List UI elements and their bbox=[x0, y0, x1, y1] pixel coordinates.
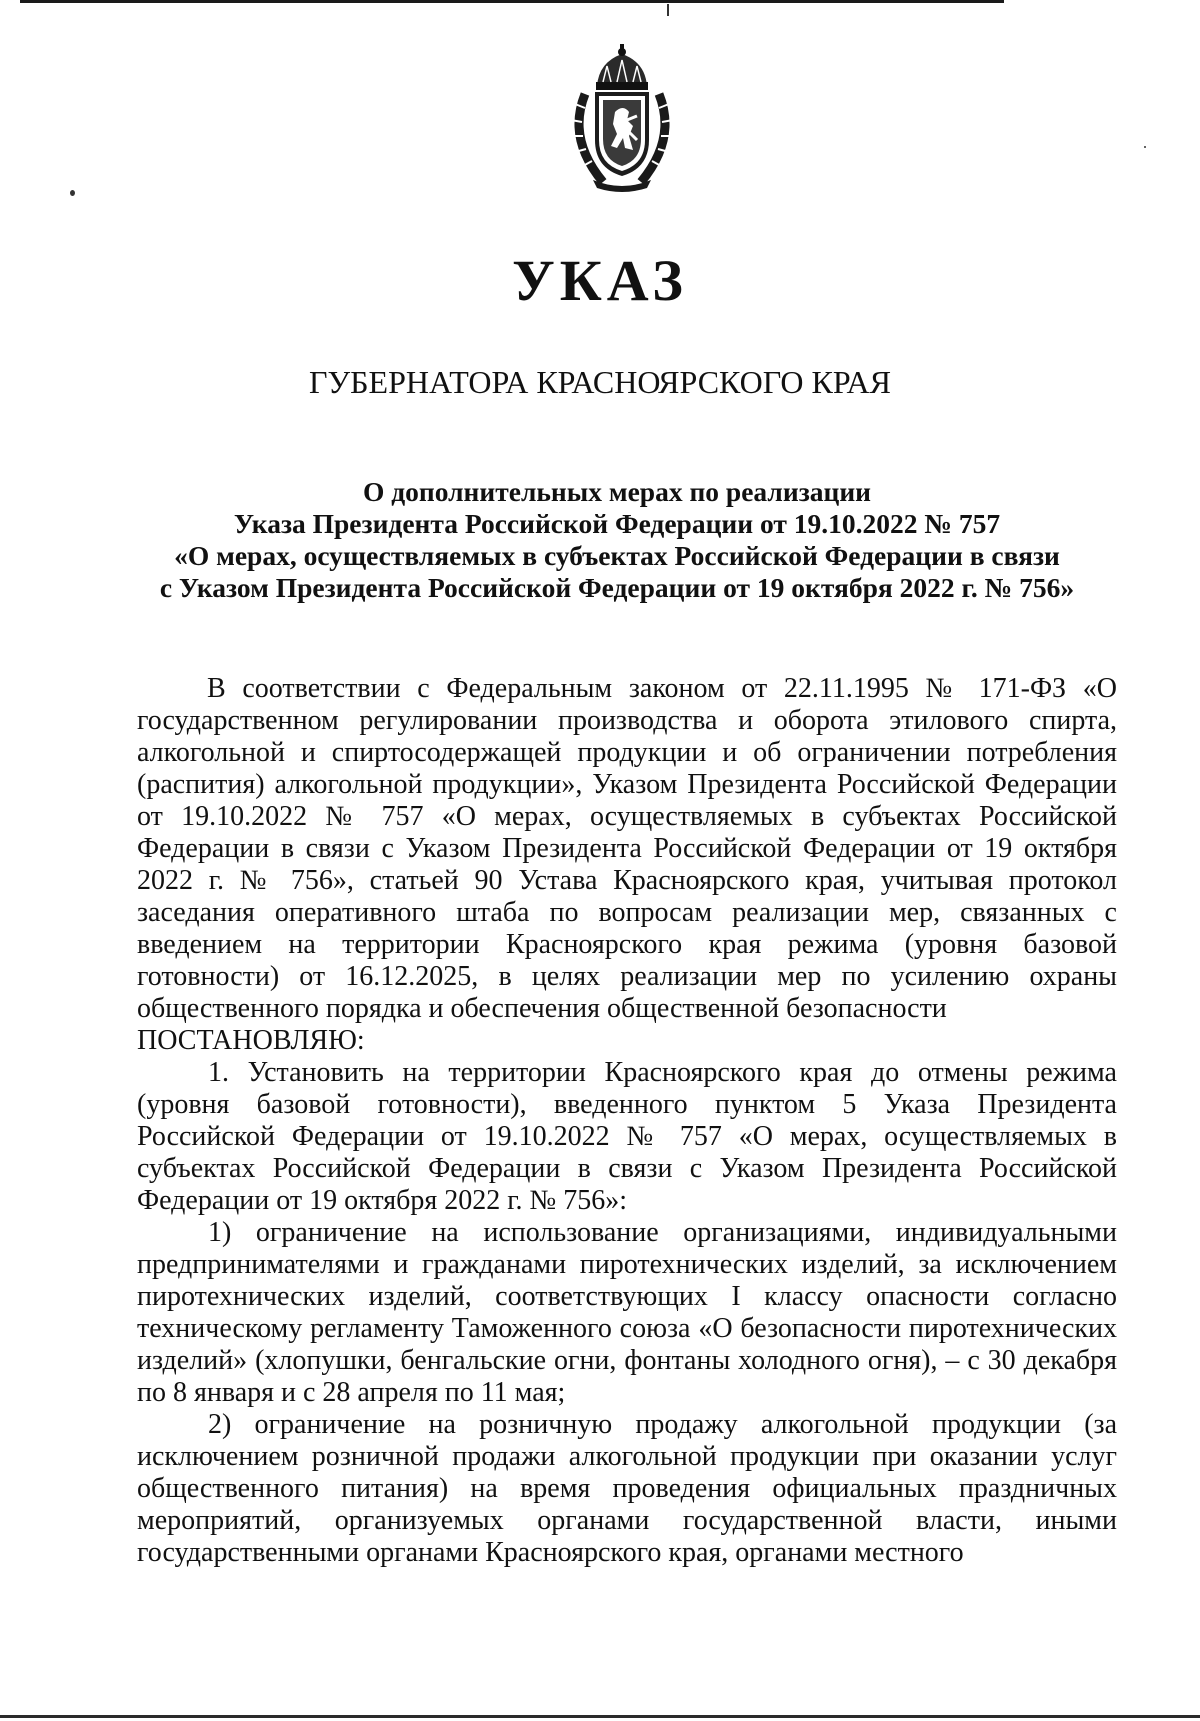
scan-speck bbox=[667, 4, 669, 16]
clause-1-1-paragraph: 1) ограничение на использование организациями, индивидуальными предпринимателями и гражданами пиротехнических изделий, за исключением пиротехнических изделий, соответствующих I классу опасности согласно техническому регламенту Таможенного союза «О безопасности пиротехнических изделий» (хлопушки, бенгальские огни, фонтаны холодного огня), – с 30 декабря по 8 января и с 28 апреля по 11 мая; bbox=[137, 1217, 1117, 1408]
preamble-paragraph: В соответствии с Федеральным законом от 22.11.1995 № 171-ФЗ «О государственном регулировании производства и оборота этилового спирта, алкогольной и спиртосодержащей продукции и об ограничении потребления (распития) алкогольной продукции», Указом Президента Российской Федерации от 19.10.2022 № 757 «О мерах, осуществляемых в субъектах Российской Федерации в связи с Указом Президента Российской Федерации от 19 октября 2022 г. № 756», статьей 90 Устава Красноярского края, учитывая протокол заседания оперативного штаба по вопросам реализации мер, связанных с введением на территории Красноярского края режима (уровня базовой готовности) от 16.12.2025, в целях реализации мер по усилению охраны общественного порядка и обеспечения общественной безопасности bbox=[137, 673, 1117, 1024]
heading-line: «О мерах, осуществляемых в субъектах Российской Федерации в связи bbox=[174, 540, 1060, 571]
coat-of-arms-icon bbox=[563, 44, 681, 194]
heading-line: с Указом Президента Российской Федерации от 19 октября 2022 г. № 756» bbox=[159, 572, 1075, 603]
clause-1-2-paragraph: 2) ограничение на розничную продажу алкогольной продукции (за исключением розничной продажи алкогольной продукции при оказании услуг общественного питания) на время проведения официальных праздничных мероприятий, организуемых органами государственной власти, иными государственными органами Красноярского края, органами местного bbox=[137, 1409, 1117, 1568]
heading-line: О дополнительных мерах по реализации bbox=[362, 476, 872, 507]
decree-heading bbox=[120, 476, 1114, 604]
document-body bbox=[137, 673, 1117, 1569]
scan-speck bbox=[70, 190, 75, 196]
clause-1-paragraph: 1. Установить на территории Красноярского края до отмены режима (уровня базовой готовности), введенного пунктом 5 Указа Президента Российской Федерации от 19.10.2022 № 757 «О мерах, осуществляемых в субъектах Российской Федерации в связи с Указом Президента Российской Федерации от 19 октября 2022 г. № 756»: bbox=[137, 1057, 1117, 1216]
top-border-line bbox=[20, 0, 1004, 3]
document-title: УКАЗ bbox=[512, 248, 688, 313]
resolution-word: ПОСТАНОВЛЯЮ: bbox=[137, 1025, 365, 1056]
heading-line: Указа Президента Российской Федерации от 19.10.2022 № 757 bbox=[233, 508, 1001, 539]
bottom-border-line bbox=[0, 1715, 1200, 1718]
document-subtitle: ГУБЕРНАТОРА КРАСНОЯРСКОГО КРАЯ bbox=[309, 364, 891, 400]
scan-speck bbox=[1144, 146, 1146, 148]
